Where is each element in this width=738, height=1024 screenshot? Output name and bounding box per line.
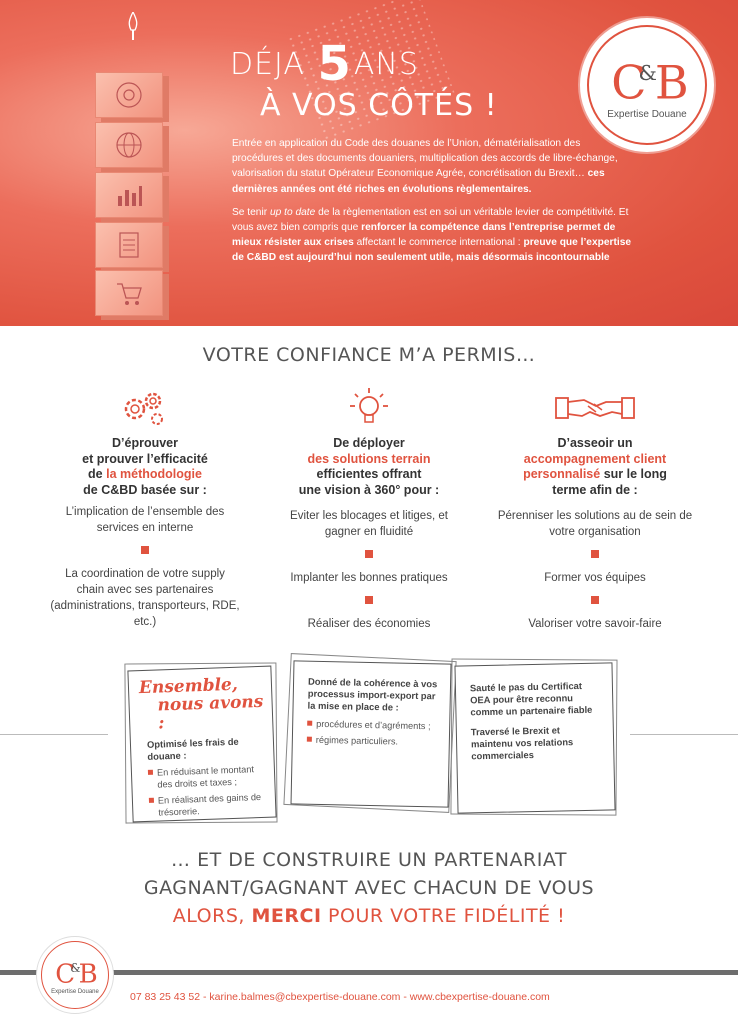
note-card-2: Donné de la cohérence à vos processus import-export par la mise en place de : procédures et d’agréments ; régimes particuliers. [291, 660, 452, 807]
note-bullet: En réduisant le montant des droits et taxes ; [148, 763, 269, 791]
column-accompaniment [490, 386, 700, 632]
hero-paragraph-2: Se tenir up to date de la règlementation est en soi un véritable levier de compétitivité. Et vous avez bien compris que renforcer la compétence dans l’entreprise permet de mieux résister aux crises affectant le commerce international : preuve que l’expertise de C&BD est aujourd’hui non seulement utile, mais désormais incontournable [232, 206, 632, 264]
column-3-item: Pérenniser les solutions au de sein de votre organisation [497, 510, 693, 538]
hero-title: DÉJA 5ANS À VOS CÔTÉS ! [230, 36, 498, 123]
column-3-heading: D’asseoir un accompagnement client personnalisé sur le long terme afin de : [523, 436, 667, 497]
handshake-icon [490, 386, 700, 428]
lightbulb-icon [264, 386, 474, 428]
column-1-item: La coordination de votre supply chain avec ses partenaires (administrations, transporteurs, RDE, etc.) [50, 568, 240, 628]
note-bullet: En réalisant des gains de trésorerie. [149, 791, 270, 819]
divider-right [630, 734, 738, 735]
column-solutions [264, 386, 474, 632]
cart-icon [114, 278, 144, 308]
column-2-item: Eviter les blocages et litiges, et gagner en fluidité [290, 510, 448, 538]
cube-globe [95, 122, 163, 168]
footer-contact-info[interactable]: 07 83 25 43 52 - karine.balmes@cbexpertise-douane.com - www.cbexpertise-douane.com [130, 991, 550, 1003]
document-icon [114, 230, 144, 260]
gears-icon [40, 386, 250, 428]
closing-message: … ET DE CONSTRUIRE UN PARTENARIAT GAGNANT/GAGNANT AVEC CHACUN DE VOUS ALORS, MERCI POUR VOTRE FIDÉLITÉ ! [143, 849, 595, 927]
bar-chart-icon [114, 180, 144, 210]
hero-paragraph-1: Entrée en application du Code des douanes de l’Union, dématérialisation des procédures et des documents douaniers, multiplication des accords de libre-échange, valorisation du statut Opérateur Economique Agrée, concrétisation du Brexit… ces dernières années ont été riches en évolutions règlementaires. [232, 138, 618, 195]
hero-intro-text [232, 136, 632, 266]
cube-at [95, 72, 163, 118]
column-3-item: Valoriser votre savoir-faire [528, 618, 662, 630]
column-1-item: L’implication de l’ensemble des services en interne [65, 506, 225, 534]
logo-header: C&B Expertise Douane [580, 18, 714, 152]
column-2-heading: De déployer des solutions terrain efficientes offrant une vision à 360° pour : [298, 436, 440, 497]
bullet-square [365, 550, 373, 558]
globe-icon [114, 130, 144, 160]
bullet-square [365, 596, 373, 604]
column-1-heading: D’éprouver et prouver l’efficacité de la méthodologie de C&BD basée sur : [82, 436, 208, 497]
note-card-1: Ensemble, nous avons : Optimisé les frais de douane : En réduisant le montant des droits et taxes ; En réalisant des gains de trésorerie. [127, 666, 276, 823]
flame-icon [127, 12, 139, 40]
script-heading: Ensemble, nous avons : [138, 674, 264, 734]
column-methodology [40, 386, 250, 630]
column-3-item: Former vos équipes [544, 572, 646, 584]
column-2-item: Réaliser des économies [307, 618, 431, 630]
note-card-3: Sauté le pas du Certificat OEA pour être reconnu comme un partenaire fiable Traversé le Brexit et maintenu vos relations commerciales [454, 662, 615, 813]
cube-chart [95, 172, 163, 218]
note-bullet: régimes particuliers. [307, 734, 439, 749]
cube-tower-illustration [95, 12, 175, 312]
column-2-item: Implanter les bonnes pratiques [290, 572, 448, 584]
section-title: VOTRE CONFIANCE M’A PERMIS… [202, 344, 536, 366]
cube-cart [95, 270, 163, 316]
divider-left [0, 734, 108, 735]
bullet-square [591, 596, 599, 604]
at-sign-icon [114, 80, 144, 110]
cube-document [95, 222, 163, 268]
logo-footer: C&B Expertise Douane [36, 936, 114, 1014]
bullet-square [591, 550, 599, 558]
note-bullet: procédures et d’agréments ; [307, 718, 439, 733]
bullet-square [141, 546, 149, 554]
